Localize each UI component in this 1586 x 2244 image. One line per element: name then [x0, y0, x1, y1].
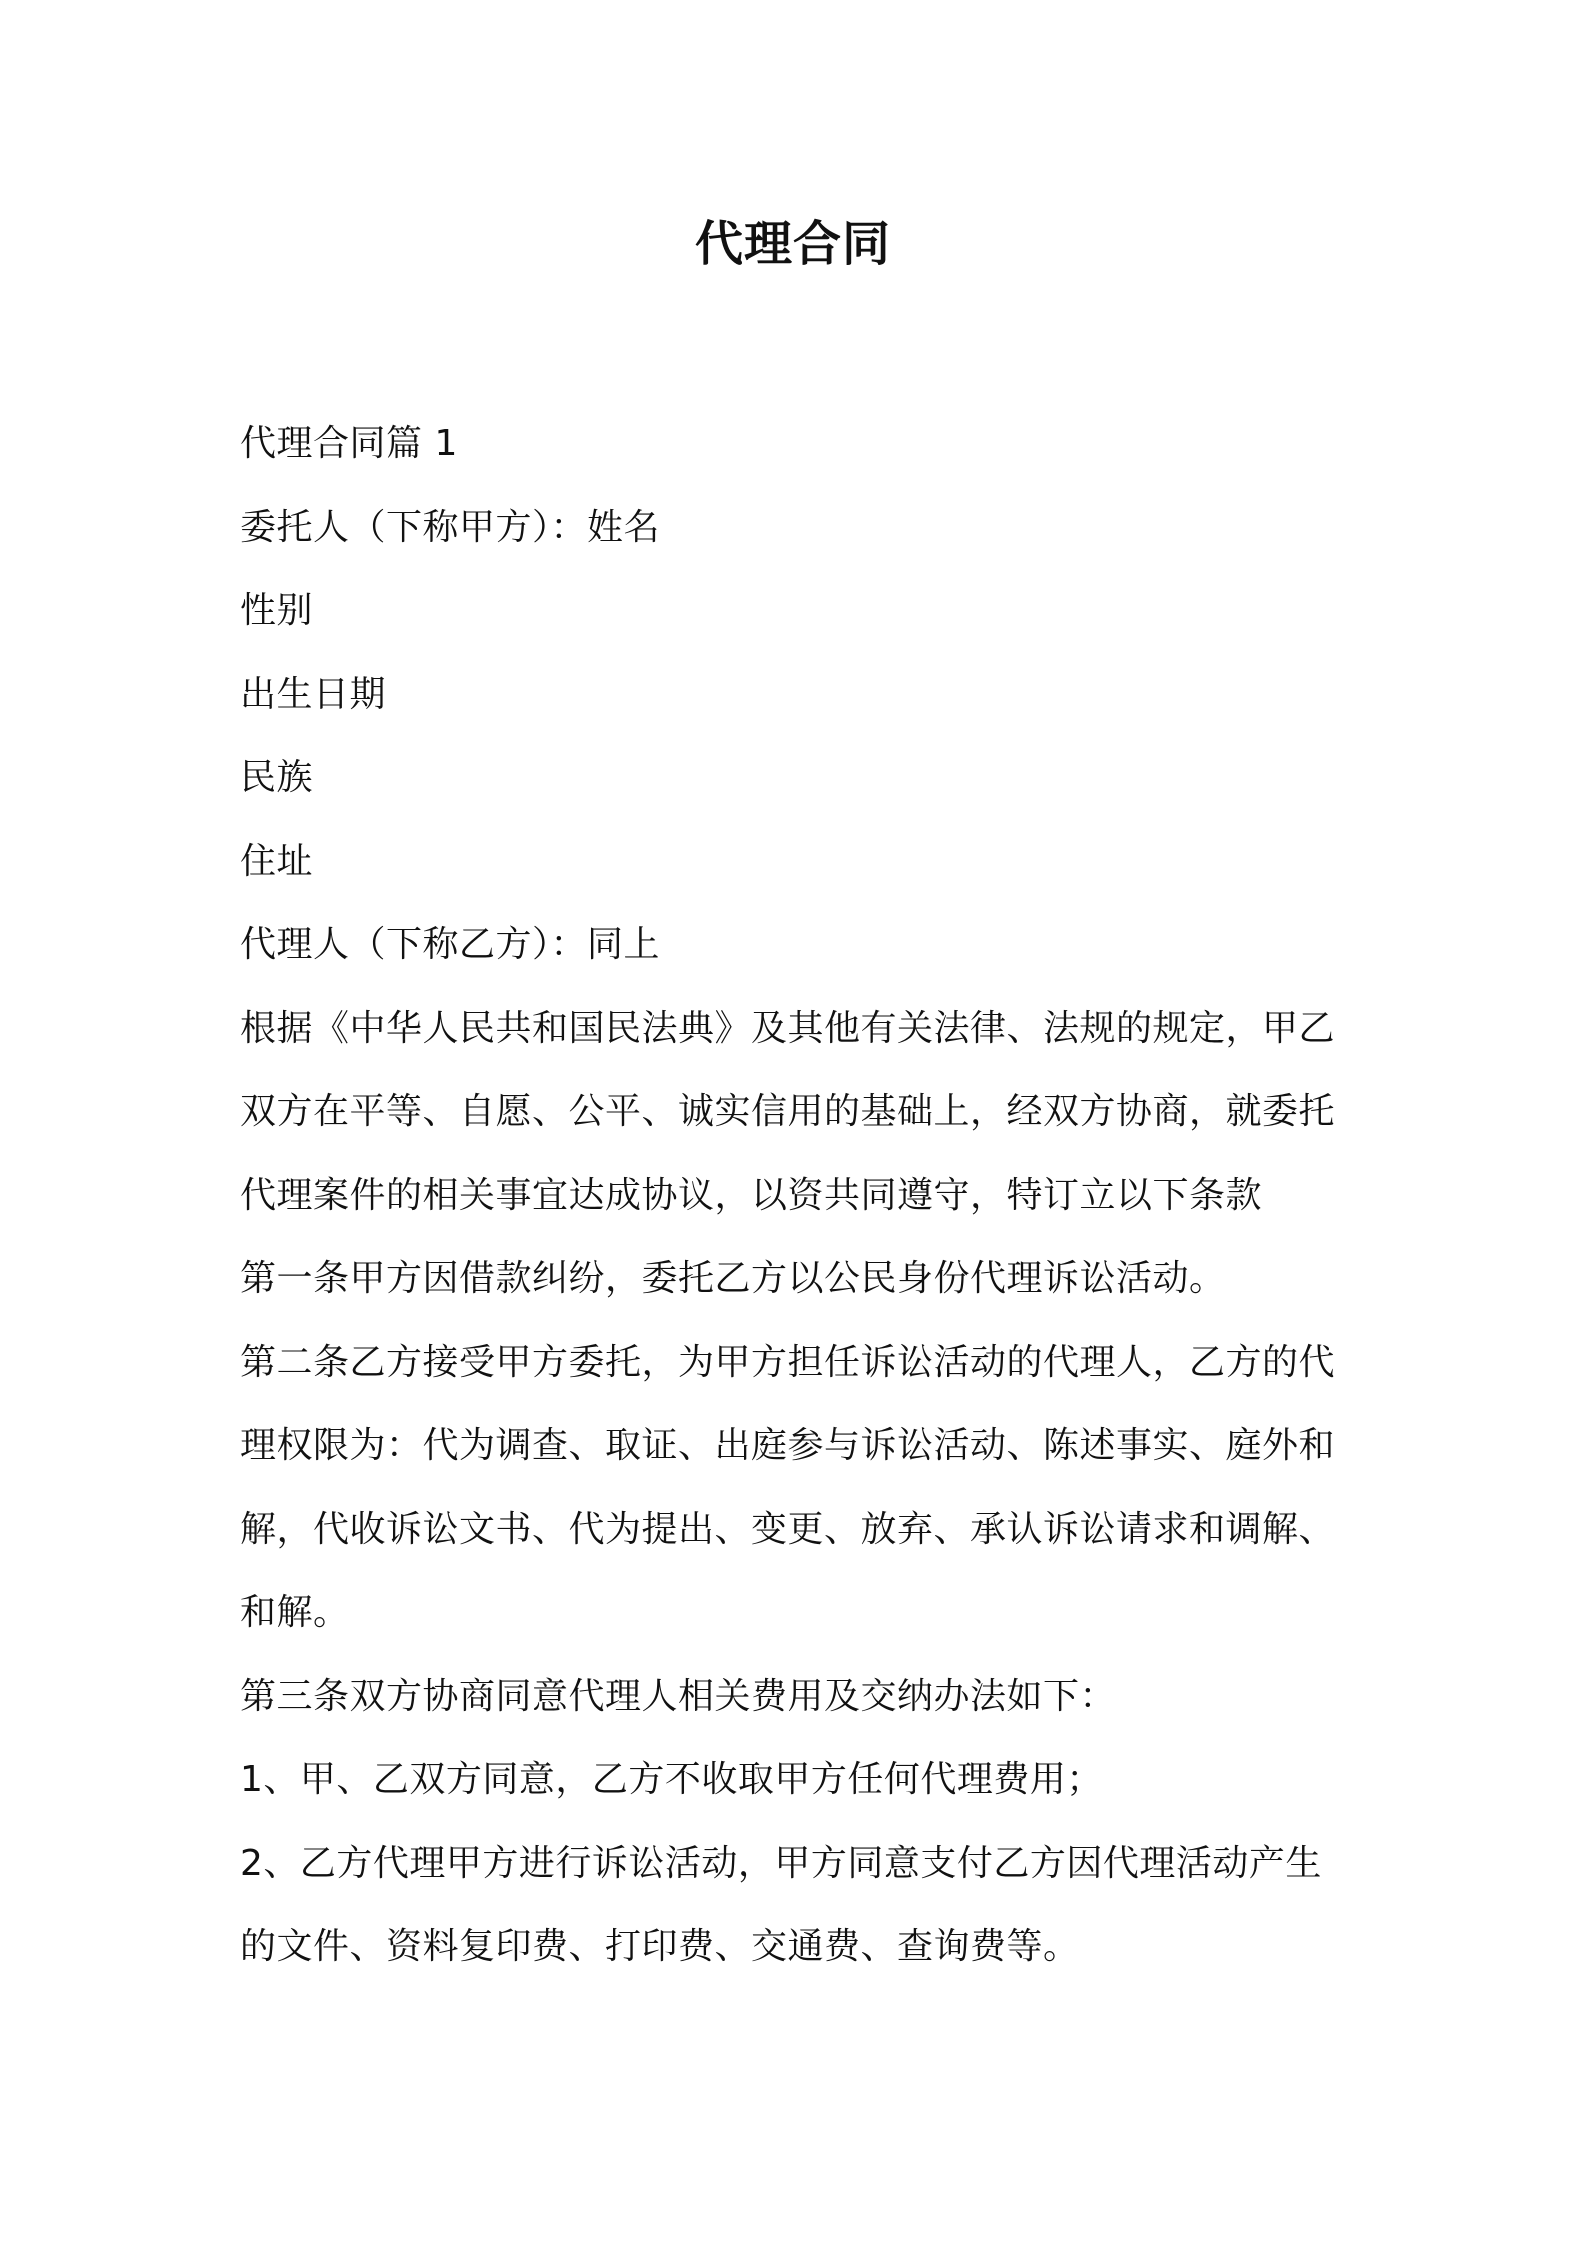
article-one-line: 第一条甲方因借款纠纷，委托乙方以公民身份代理诉讼活动。 — [240, 1258, 1226, 1299]
ethnicity-line: 民族 — [240, 757, 314, 798]
address-line: 住址 — [240, 840, 314, 882]
preamble-line: 双方在平等、自愿、公平、诚实信用的基础上，经双方协商，就委托 — [240, 1091, 1336, 1132]
article-two-line: 理权限为：代为调查、取证、出庭参与诉讼活动、陈述事实、庭外和 — [240, 1425, 1336, 1466]
article-three-line: 第三条双方协商同意代理人相关费用及交纳办法如下： — [240, 1675, 1117, 1717]
preamble-line: 根据《中华人民共和国民法典》及其他有关法律、法规的规定，甲乙 — [240, 1007, 1336, 1049]
document-title: 代理合同 — [694, 216, 891, 272]
fee-item-line: 的文件、资料复印费、打印费、交通费、查询费等。 — [240, 1926, 1080, 1967]
fee-item-line: 1、甲、乙双方同意，乙方不收取甲方任何代理费用； — [240, 1759, 1103, 1800]
article-two-line: 和解。 — [240, 1592, 350, 1633]
agent-line: 代理人（下称乙方）：同上 — [240, 924, 661, 965]
article-two-line: 第二条乙方接受甲方委托，为甲方担任诉讼活动的代理人，乙方的代 — [240, 1341, 1336, 1383]
gender-line: 性别 — [240, 590, 314, 631]
birth-date-line: 出生日期 — [240, 673, 387, 715]
preamble-line: 代理案件的相关事宜达成协议，以资共同遵守，特订立以下条款 — [240, 1174, 1263, 1216]
fee-item-line: 2、乙方代理甲方进行诉讼活动，甲方同意支付乙方因代理活动产生 — [240, 1842, 1322, 1884]
article-two-line: 解，代收诉讼文书、代为提出、变更、放弃、承认诉讼请求和调解、 — [240, 1508, 1336, 1550]
section-heading: 代理合同篇 1 — [240, 423, 458, 464]
document-body — [240, 402, 1360, 1989]
client-name-line: 委托人（下称甲方）：姓名 — [240, 506, 661, 548]
